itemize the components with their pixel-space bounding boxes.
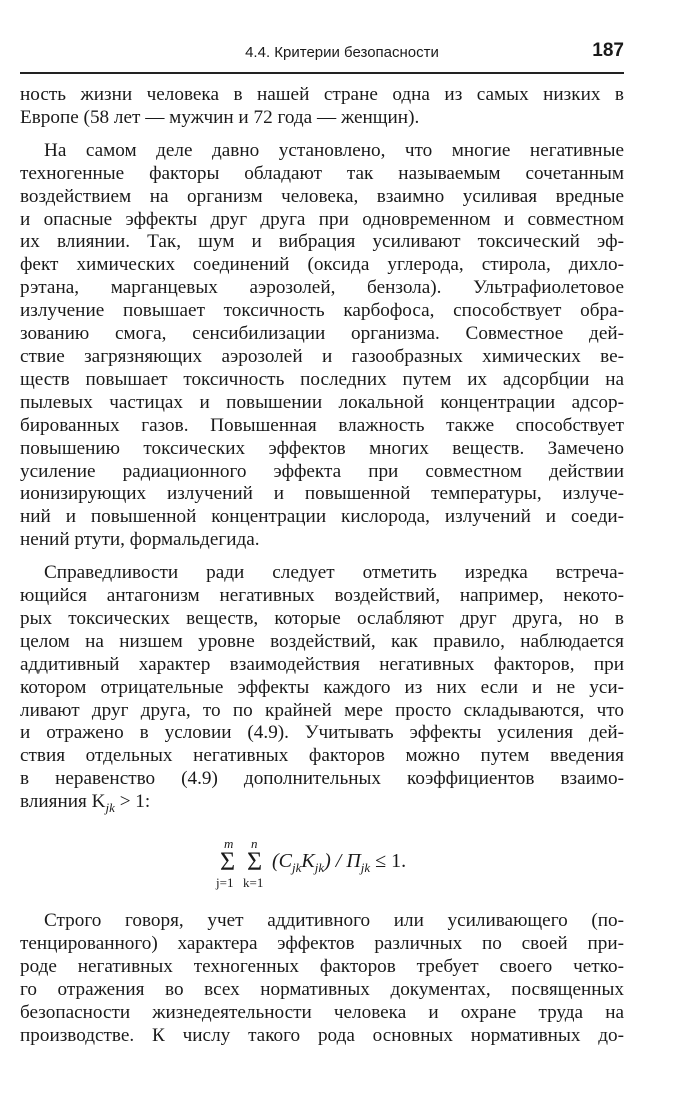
- header-rule: [20, 72, 624, 74]
- text-line: го отражения во всех нормативных документах, посвященных: [20, 978, 624, 1000]
- text-line: рэтана, марганцевых аэрозолей, бензола). Ультрафиолетовое: [20, 277, 624, 299]
- page-number: 187: [592, 40, 624, 61]
- text-line: бированных газов. Повышенная влажность также способствует: [20, 414, 624, 436]
- formula-part: ) / П: [324, 850, 361, 872]
- formula-part: K: [301, 850, 315, 872]
- paragraph: [20, 562, 624, 820]
- text-line: целом на низшем уровне воздействий, как правило, наблюдается: [20, 630, 624, 652]
- body-text: [20, 84, 624, 820]
- text-line: ществ повышает токсичность последних путем их адсорбции на: [20, 368, 624, 390]
- text-line: усиление радиационного эффекта при совместном действии: [20, 460, 624, 482]
- formula-subscript: jk: [314, 860, 325, 875]
- running-title: 4.4. Критерии безопасности: [245, 44, 439, 61]
- text-line: ствие загрязняющих аэрозолей и газообразных химических ве-: [20, 345, 624, 367]
- text-line: тенцированного) характера эффектов различных по своей при-: [20, 932, 624, 954]
- text-line: пылевых частицах и повышении локальной концентрации адсор-: [20, 391, 624, 413]
- sum-lower-limit: k=1: [243, 875, 264, 890]
- text-line: и отражено в условии (4.9). Учитывать эффекты усиления дей-: [20, 722, 624, 744]
- text-line: рых токсических веществ, которые ослабляют друг друга, но в: [20, 607, 624, 629]
- formula-subscript: jk: [360, 860, 371, 875]
- formula-part: (C: [272, 850, 292, 872]
- text-line: и опасные эффекты друг друга при одновременном и совместном: [20, 208, 624, 230]
- text-line: Европе (58 лет — мужчин и 72 года — женщин).: [20, 106, 420, 128]
- sum-upper-limit: n: [251, 836, 258, 851]
- text-line: ливают друг друга, то по крайней мере просто складываются, что: [20, 699, 624, 721]
- paragraph: [20, 140, 624, 552]
- text-line: производстве. К числу такого рода основных нормативных до-: [20, 1024, 624, 1046]
- sum-upper-limit: m: [224, 836, 234, 851]
- text-line: их влиянии. Так, шум и вибрация усиливают токсический эф-: [20, 231, 624, 253]
- outer-summation: [218, 838, 240, 892]
- text-line: воздействием на организм человека, взаимно усиливая вредные: [20, 185, 624, 207]
- text-line: зованию смога, сенсибилизации организма. Совместное дей-: [20, 323, 624, 345]
- text-line: [20, 791, 624, 820]
- paragraph: [20, 84, 624, 130]
- text-line: техногенные факторы обладают так называемым сочетанным: [20, 162, 624, 184]
- formula: [218, 838, 406, 892]
- sum-lower-limit: j=1: [216, 875, 234, 890]
- formula-block: [0, 838, 686, 892]
- text-line: Строго говоря, учет аддитивного или усиливающего (по-: [44, 910, 624, 931]
- text-line: фект химических соединений (оксида углерода, стирола, дихло-: [20, 254, 624, 276]
- text-line: аддитивный характер взаимодействия негативных факторов, при: [20, 653, 624, 675]
- text-line: ность жизни человека в нашей стране одна из самых низких в: [20, 84, 624, 105]
- formula-part: ≤ 1.: [370, 850, 407, 872]
- text-line: На самом деле давно установлено, что многие негативные: [44, 139, 624, 161]
- text-line: Справедливости ради следует отметить изредка встреча-: [44, 562, 624, 584]
- text-fragment: > 1:: [114, 791, 151, 813]
- page-header: [20, 40, 624, 64]
- text-line: в неравенство (4.9) дополнительных коэффициентов взаимо-: [20, 768, 624, 790]
- formula-subscript: jk: [292, 860, 302, 875]
- text-line: нений ртути, формальдегида.: [20, 529, 260, 551]
- subscript: jk: [105, 800, 115, 816]
- text-line: ствия отдельных негативных факторов можно путем введения: [20, 745, 624, 767]
- text-line: ионизирующих излучений и повышенной температуры, излуче-: [20, 483, 624, 505]
- paragraph: [20, 910, 624, 1047]
- text-line: котором отрицательные эффекты каждого из них если и не уси-: [20, 676, 624, 698]
- sigma-symbol: Σ: [247, 847, 263, 876]
- formula-expression: [272, 850, 406, 876]
- text-line: роде негативных техногенных факторов требует своего четко-: [20, 955, 624, 977]
- text-fragment: влияния K: [20, 791, 106, 813]
- text-line: ний и повышенной концентрации кислорода, излучений и соеди-: [20, 506, 624, 528]
- text-line: излучение повышает токсичность карбофоса, способствует обра-: [20, 300, 624, 322]
- text-line: безопасности жизнедеятельности человека и охране труда на: [20, 1001, 624, 1023]
- text-line: ющийся антагонизм негативных воздействий, например, некото-: [20, 585, 624, 607]
- sigma-symbol: Σ: [220, 847, 236, 876]
- inner-summation: [245, 838, 267, 892]
- text-line: повышению токсических эффектов многих веществ. Замечено: [20, 437, 624, 459]
